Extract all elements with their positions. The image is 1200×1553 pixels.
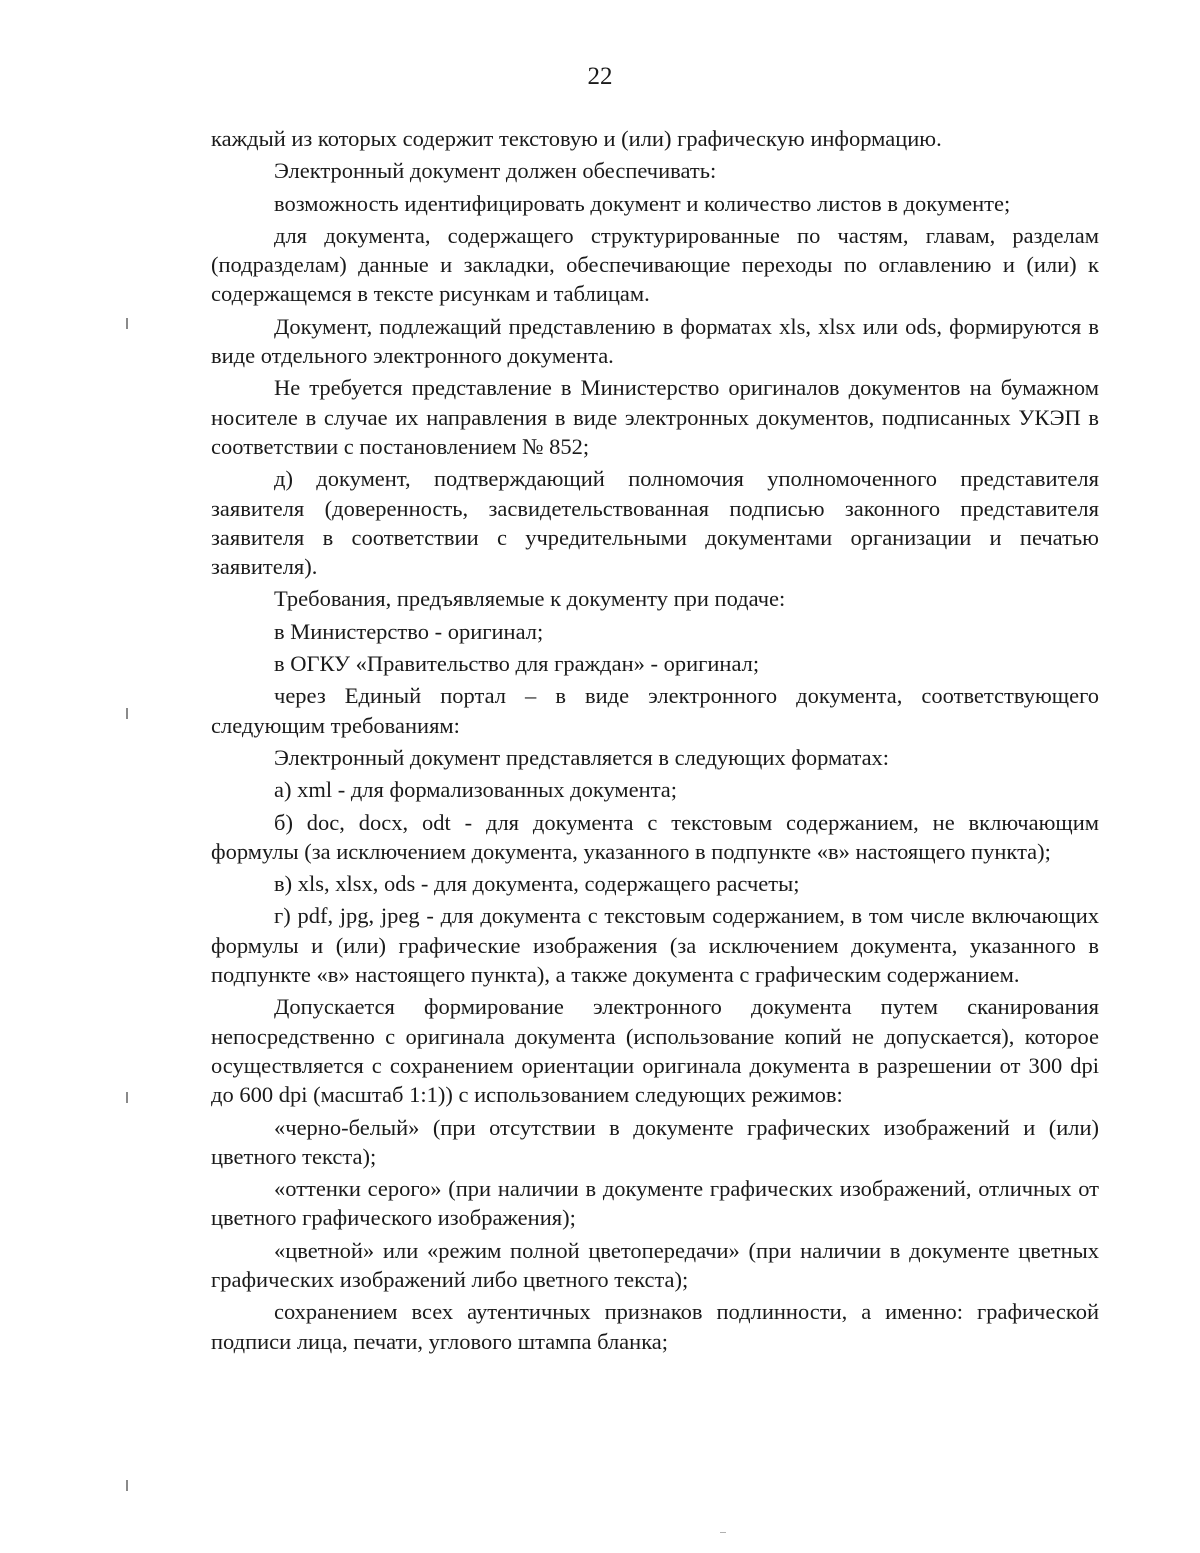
paragraph: б) doc, docx, odt - для документа с текстовым содержанием, не включающим формулы (за исключением документа, указанного в подпункте «в» настоящего пункта);: [211, 809, 1099, 864]
page-number: 22: [587, 63, 613, 90]
document-body: [211, 124, 1099, 1359]
paragraph: в) xls, xlsx, ods - для документа, содержащего расчеты;: [274, 871, 800, 897]
paragraph: через Единый портал – в виде электронного документа, соответствующего следующим требованиям:: [211, 683, 1099, 738]
paragraph: возможность идентифицировать документ и количество листов в документе;: [274, 190, 1011, 216]
scan-margin-mark: [126, 318, 128, 329]
scan-margin-mark: [126, 1092, 128, 1103]
paragraph: «черно-белый» (при отсутствии в документе графических изображений и (или) цветного текста);: [211, 1114, 1099, 1169]
paragraph: Допускается формирование электронного документа путем сканирования непосредственно с оригинала документа (использование копий не допускается), которое осуществляется с сохранением ориентации оригинала документа в разрешении от 300 dpi до 600 dpi (масштаб 1:1)) с использованием следующих режимов:: [211, 994, 1099, 1108]
paragraph: каждый из которых содержит текстовую и (или) графическую информацию.: [211, 126, 942, 151]
paragraph: Требования, предъявляемые к документу при подаче:: [274, 586, 786, 612]
scan-speck: [720, 1532, 726, 1533]
paragraph: сохранением всех аутентичных признаков подлинности, а именно: графической подписи лица, печати, углового штампа бланка;: [211, 1299, 1099, 1354]
scan-margin-mark: [126, 708, 128, 719]
paragraph: в ОГКУ «Правительство для граждан» - оригинал;: [274, 651, 760, 677]
paragraph: Не требуется представление в Министерство оригиналов документов на бумажном носителе в случае их направления в виде электронных документов, подписанных УКЭП в соответствии с постановлением № 852;: [211, 375, 1099, 459]
paragraph: а) xml - для формализованных документа;: [274, 777, 678, 803]
paragraph: «цветной» или «режим полной цветопередачи» (при наличии в документе цветных графических изображений либо цветного текста);: [211, 1237, 1099, 1292]
paragraph: д) документ, подтверждающий полномочия уполномоченного представителя заявителя (доверенность, засвидетельствованная подписью законного представителя заявителя в соответствии с учредительными документами организации и печатью заявителя).: [211, 466, 1099, 580]
scan-margin-mark: [126, 1480, 128, 1491]
paragraph: для документа, содержащего структурированные по частям, главам, разделам (подразделам) данные и закладки, обеспечивающие переходы по оглавлению и (или) к содержащемся в тексте рисункам и таблицам.: [211, 222, 1099, 307]
paragraph: Документ, подлежащий представлению в форматах xls, xlsx или ods, формируются в виде отдельного электронного документа.: [211, 313, 1099, 369]
paragraph: в Министерство - оригинал;: [274, 618, 544, 644]
paragraph: г) pdf, jpg, jpeg - для документа с текстовым содержанием, в том числе включающих формулы и (или) графические изображения (за исключением документа, указанного в подпункте «в» настоящего пункта), а также документа с графическим содержанием.: [211, 903, 1099, 988]
paragraph: Электронный документ представляется в следующих форматах:: [274, 744, 890, 770]
paragraph: Электронный документ должен обеспечивать:: [274, 158, 717, 184]
paragraph: «оттенки серого» (при наличии в документе графических изображений, отличных от цветного графического изображения);: [211, 1176, 1099, 1231]
